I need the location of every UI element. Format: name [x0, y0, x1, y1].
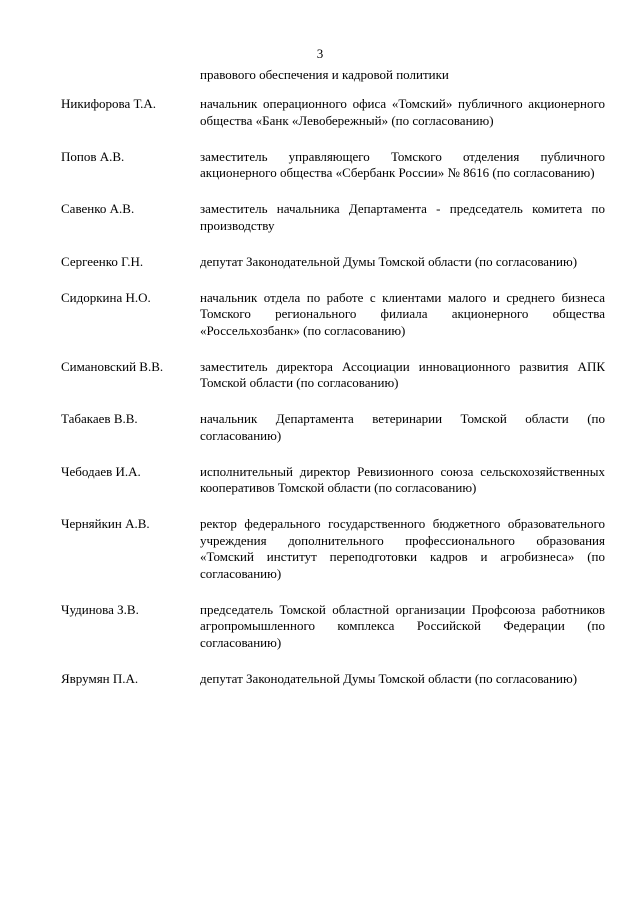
member-role: председатель Томской областной организации Профсоюза работников агропромышленного комплекса Российской Федерации (по согласованию) [200, 601, 605, 650]
member-entry [0, 149, 640, 182]
member-role: начальник операционного офиса «Томский» публичного акционерного общества «Банк «Левобережный» (по согласованию) [200, 96, 605, 128]
member-entry [0, 411, 640, 444]
member-name: Черняйкин А.В. [61, 516, 150, 531]
member-entry [0, 516, 640, 582]
member-entry [0, 96, 640, 129]
member-entry [0, 254, 640, 271]
member-name: Попов А.В. [61, 148, 125, 164]
member-name: Симановский В.В. [61, 358, 164, 374]
member-role: ректор федерального государственного бюджетного образовательного учреждения дополнительного профессионального образования «Томский институт переподготовки кадров и агробизнеса» (по согласованию) [200, 516, 605, 581]
members-list [0, 96, 640, 707]
member-name: Табакаев В.В. [61, 411, 138, 426]
member-entry [0, 201, 640, 234]
member-name: Чудинова З.В. [61, 601, 139, 617]
member-role: депутат Законодательной Думы Томской области (по согласованию) [200, 253, 578, 269]
member-entry [0, 359, 640, 392]
member-name: Сергеенко Г.Н. [61, 253, 144, 269]
member-entry [0, 671, 640, 688]
page-number: 3 [316, 46, 324, 61]
member-role: депутат Законодательной Думы Томской области (по согласованию) [200, 670, 578, 686]
member-entry [0, 602, 640, 652]
member-entry [0, 290, 640, 340]
member-role: исполнительный директор Ревизионного союза сельскохозяйственных кооперативов Томской области (по согласованию) [200, 463, 605, 495]
member-role: заместитель начальника Департамента - председатель комитета по производству [200, 201, 605, 233]
member-role: заместитель управляющего Томского отделения публичного акционерного общества «Сбербанк России» № 8616 (по согласованию) [200, 148, 605, 180]
member-name: Савенко А.В. [61, 201, 135, 216]
member-role: начальник Департамента ветеринарии Томской области (по согласованию) [200, 411, 605, 443]
member-name: Яврумян П.А. [61, 670, 139, 686]
member-name: Никифорова Т.А. [61, 96, 157, 111]
continuation-text: правового обеспечения и кадровой политики [200, 67, 449, 82]
member-role: заместитель директора Ассоциации инновационного развития АПК Томской области (по согласованию) [200, 358, 605, 390]
member-role: начальник отдела по работе с клиентами малого и среднего бизнеса Томского регионального филиала акционерного общества «Россельхозбанк» (по согласованию) [200, 289, 605, 338]
member-name: Сидоркина Н.О. [61, 289, 151, 305]
member-entry [0, 464, 640, 497]
member-name: Чебодаев И.А. [61, 463, 141, 479]
